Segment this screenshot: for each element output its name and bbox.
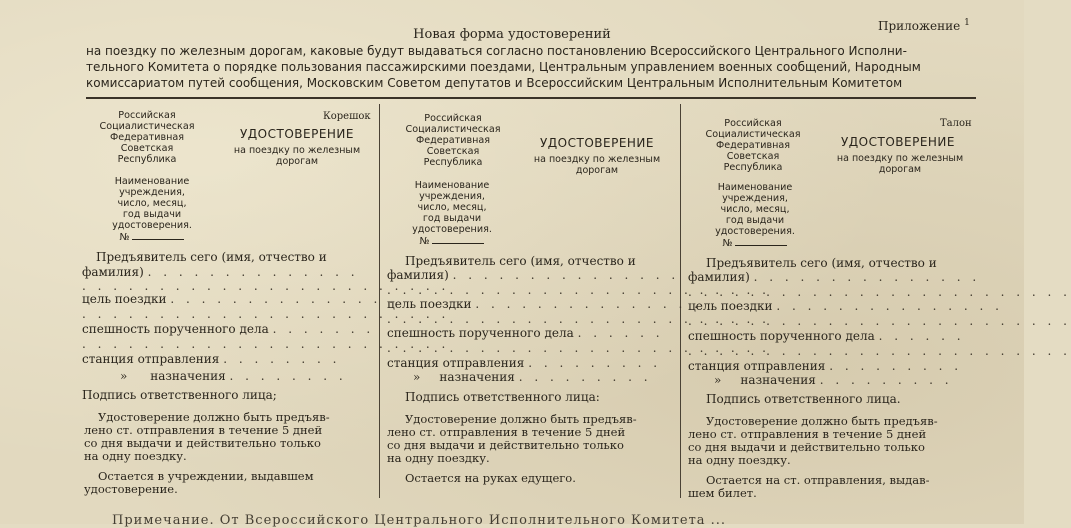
certificate-title: УДОСТОВЕРЕНИЕ <box>239 127 354 141</box>
bearer-field-cont: фамилия) . . . . . . . . . . . . . . . <box>688 270 981 284</box>
bearer-field-cont: фамилия) . . . . . . . . . . . . . . . <box>387 268 680 282</box>
purpose-field: цель поездки . . . . . . . . . . . . . . . <box>688 299 1003 313</box>
station-from-field: станция отправления . . . . . . . . . <box>688 359 963 373</box>
dotted-line: . . . . . . . . . . . . . . . . . . . . . . . . . <box>387 341 770 355</box>
bottom-note: Примечание. От Всероссийского Центрального Исполнительного Комитета ... <box>112 513 727 528</box>
purpose-field: цель поездки . . . . . . . . . . . . . . . <box>387 297 702 311</box>
page-heading: Новая форма удостоверений <box>413 27 611 42</box>
validity-note: Удостоверение должно быть предъяв- лено ст. отправления в течение 5 дней со дня выдачи и действительно только на одну поездку. <box>84 410 330 463</box>
bearer-field-cont: фамилия) . . . . . . . . . . . . . . <box>82 265 359 279</box>
intro-line: комиссариатом путей сообщения, Московским Советом депутатов и Всероссийским Центральным Исполнительным Комитетом <box>86 76 903 90</box>
purpose-field: цель поездки . . . . . . . . . . . . . . . <box>82 292 397 306</box>
bearer-note: Остается на руках едущего. <box>405 471 576 485</box>
signature-label: Подпись ответственного лица. <box>706 392 901 406</box>
signature-label: Подпись ответственного лица: <box>405 390 600 404</box>
certificate-coupon <box>682 0 1071 524</box>
certificate-subtitle: на поездку по железным дорогам <box>233 145 361 167</box>
intro-line: тельного Комитета о порядке пользования пассажирскими поездами, Центральным управлением военных сообщений, Народным <box>86 60 921 74</box>
certificate-title: УДОСТОВЕРЕНИЕ <box>539 136 654 150</box>
dotted-line: . . . . . . . . . . . . . . . . . . . . . . . . <box>82 279 450 293</box>
bearer-field: Предъявитель сего (имя, отчество и <box>706 256 937 270</box>
certificate-subtitle: на поездку по железным дорогам <box>533 154 661 176</box>
dotted-line: . . . . . . . . . . . . . . . . . . . . . . . . <box>82 307 450 321</box>
stub-label: Корешок <box>323 111 371 122</box>
destination-field: » назначения . . . . . . . . . <box>413 370 652 384</box>
bearer-field: Предъявитель сего (имя, отчество и <box>96 250 327 264</box>
dotted-line: . . . . . . . . . . . . . . . . . . . . . . . . . <box>688 344 1071 358</box>
urgency-field: спешность порученного дела . . . . . . <box>387 326 664 340</box>
coupon-note: Остается на ст. отправления, выдав- шем билет. <box>688 473 930 500</box>
certificate-title: УДОСТОВЕРЕНИЕ <box>840 135 955 149</box>
certificate-subtitle: на поездку по железным дорогам <box>836 153 964 175</box>
appendix-label: Приложение $^1$ <box>878 18 970 33</box>
institution-block: Наименование учреждения, число, месяц, год выдачи удостоверения. № <box>112 176 192 243</box>
urgency-field: спешность порученного дела . . . . . . <box>688 329 965 343</box>
dotted-line: . . . . . . . . . . . . . . . . . . . . . . . . . <box>387 312 770 326</box>
urgency-field: спешность порученного дела . . . . . . . <box>82 322 375 336</box>
dotted-line: . . . . . . . . . . . . . . . . . . . . . . . . <box>82 337 450 351</box>
republic-block: Российская Социалистическая Федеративная Советская Республика <box>705 118 801 173</box>
validity-note: Удостоверение должно быть предъяв- лено ст. отправления в течение 5 дней со дня выдачи и действительно только на одну поездку. <box>387 412 637 465</box>
dotted-line: . . . . . . . . . . . . . . . . . . . . . . . . . <box>387 283 770 297</box>
dotted-line: . . . . . . . . . . . . . . . . . . . . . . . . . <box>688 314 1071 328</box>
stub-note: Остается в учреждении, выдавшем удостоверение. <box>84 469 314 496</box>
republic-block: Российская Социалистическая Федеративная Советская Республика <box>405 113 501 168</box>
certificate-main <box>381 0 770 524</box>
republic-block: Российская Социалистическая Федеративная Советская Республика <box>99 110 195 165</box>
bearer-field: Предъявитель сего (имя, отчество и <box>405 254 636 268</box>
intro-line: на поездку по железным дорогам, каковые будут выдаваться согласно постановлению Всероссийского Центрального Исполни- <box>86 44 907 58</box>
signature-label: Подпись ответственного лица; <box>82 388 277 402</box>
institution-block: Наименование учреждения, число, месяц, год выдачи удостоверения. № <box>715 182 795 249</box>
validity-note: Удостоверение должно быть предъяв- лено ст. отправления в течение 5 дней со дня выдачи и действительно только на одну поездку. <box>688 414 938 467</box>
dotted-line: . . . . . . . . . . . . . . . . . . . . . . . . . <box>688 285 1071 299</box>
station-from-field: станция отправления . . . . . . . . . <box>387 356 662 370</box>
destination-field: » назначения . . . . . . . . <box>120 369 347 383</box>
destination-field: » назначения . . . . . . . . . <box>714 373 953 387</box>
coupon-label: Талон <box>940 118 972 129</box>
certificate-stub <box>0 0 450 524</box>
station-from-field: станция отправления . . . . . . . . <box>82 352 341 366</box>
institution-block: Наименование учреждения, число, месяц, год выдачи удостоверения. № <box>412 180 492 247</box>
